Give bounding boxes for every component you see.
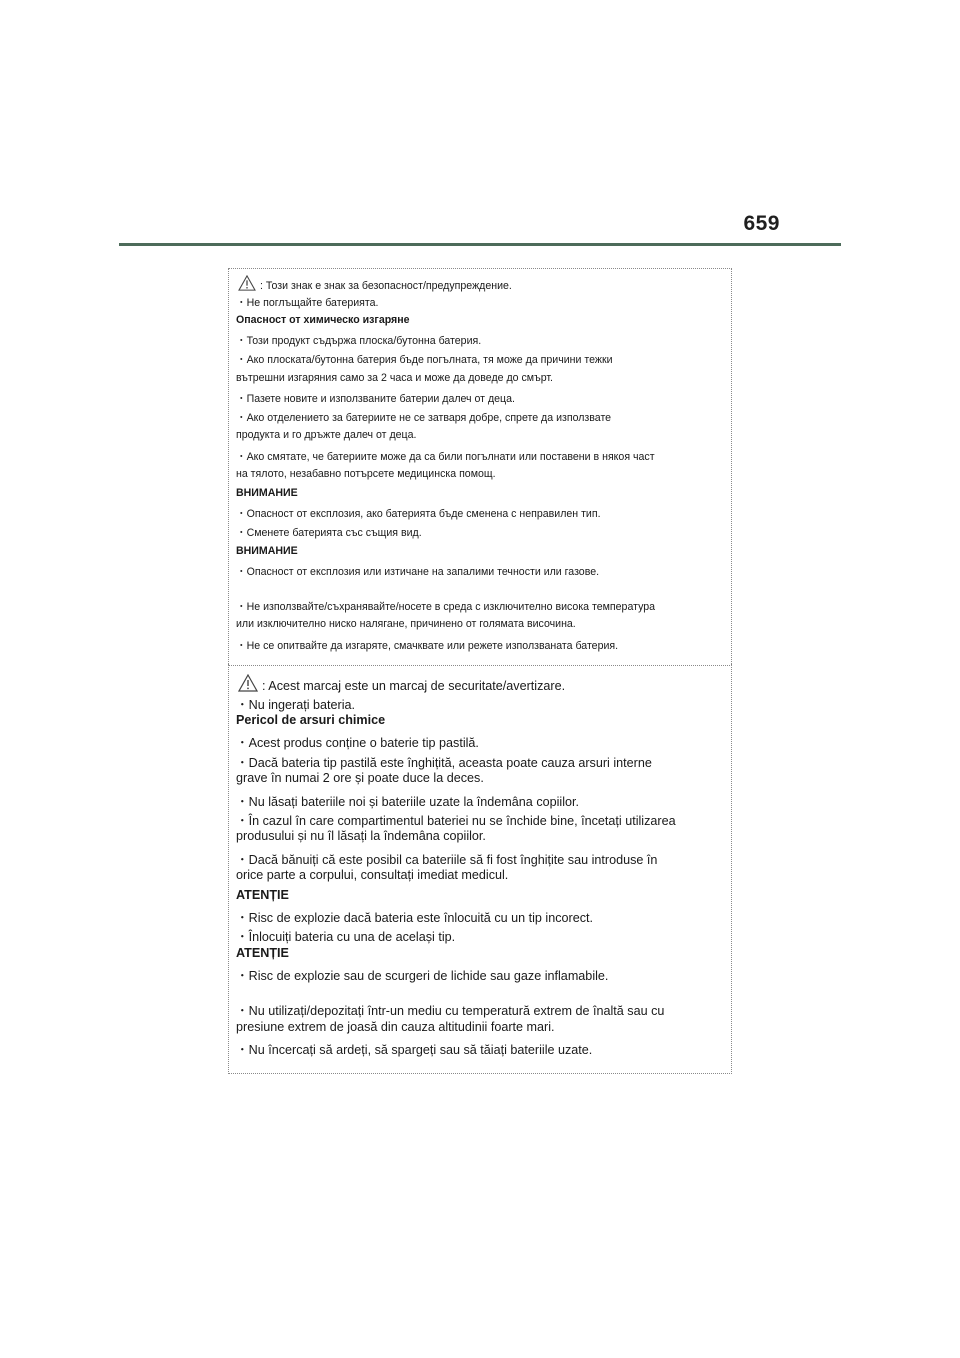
bulgarian-line	[236, 410, 611, 425]
warning-triangle-icon	[238, 275, 256, 294]
romanian-line-text: ・Înlocuiți bateria cu una de același tip.	[236, 930, 456, 944]
bulgarian-line	[236, 449, 655, 464]
romanian-line	[236, 946, 289, 960]
romanian-line	[236, 965, 608, 984]
romanian-line-text: : Acest marcaj este un marcaj de securitate/avertizare.	[262, 679, 566, 693]
romanian-line-text: ・Nu utilizați/depozitați într-un mediu cu temperatură extrem de înaltă sau cu	[236, 1004, 665, 1018]
romanian-line	[236, 674, 565, 695]
bulgarian-line	[236, 506, 601, 521]
header-rule	[119, 243, 841, 246]
bulgarian-line-text: : Този знак е знак за безопасност/предупреждение.	[260, 280, 512, 292]
bulgarian-line	[236, 468, 496, 480]
page-number: 659	[743, 212, 780, 235]
romanian-line	[236, 694, 355, 713]
bulgarian-line-text: или изключително ниско налягане, причинено от голямата височина.	[236, 618, 576, 630]
romanian-line-text: ・Risc de explozie sau de scurgeri de lichide sau gaze inflamabile.	[236, 969, 609, 983]
bulgarian-line-text: вътрешни изгаряния само за 2 часа и може да доведе до смърт.	[236, 372, 553, 384]
romanian-line	[236, 1039, 592, 1058]
bulgarian-line-text: ВНИМАНИЕ	[236, 487, 298, 499]
romanian-line-text: Pericol de arsuri chimice	[236, 713, 386, 727]
bulgarian-line-text: ВНИМАНИЕ	[236, 545, 298, 557]
romanian-line-text: orice parte a corpului, consultați imediat medicul.	[236, 868, 509, 882]
bulgarian-line	[236, 545, 298, 557]
bulgarian-line-text: ・Опасност от експлозия, ако батерията бъде сменена с неправилен тип.	[236, 508, 601, 520]
bulgarian-line-text: ・Не се опитвайте да изгаряте, смачквате или режете използваната батерия.	[236, 640, 619, 652]
romanian-line	[236, 907, 593, 926]
bulgarian-line-text: ・Ако отделението за батериите не се затваря добре, спрете да използвате	[236, 412, 612, 424]
romanian-line	[236, 771, 484, 785]
bulgarian-line	[236, 487, 298, 499]
bulgarian-line-text: Опасност от химическо изгаряне	[236, 314, 410, 326]
romanian-line	[236, 868, 508, 882]
bulgarian-line	[236, 564, 599, 579]
warning-triangle-icon	[238, 674, 258, 695]
bulgarian-line-text: на тялото, незабавно потърсете медицинска помощ.	[236, 468, 496, 480]
romanian-line	[236, 888, 289, 902]
bulgarian-line	[236, 314, 410, 326]
bulgarian-line	[236, 391, 515, 406]
romanian-line	[236, 926, 455, 945]
bulgarian-line	[236, 295, 378, 310]
bulgarian-line-text: ・Ако смятате, че батериите може да са били погълнати или поставени в някоя част	[236, 451, 655, 463]
romanian-line-text: ・Nu încercați să ardeți, să spargeți sau să tăiați bateriile uzate.	[236, 1043, 593, 1057]
romanian-line-text: ・Nu lăsați bateriile noi și bateriile uzate la îndemâna copiilor.	[236, 795, 580, 809]
romanian-line-text: ・Nu ingerați bateria.	[236, 698, 356, 712]
bulgarian-line	[236, 275, 512, 294]
bulgarian-line	[236, 599, 655, 614]
bulgarian-line-text: продукта и го дръжте далеч от деца.	[236, 429, 417, 441]
romanian-line	[236, 849, 657, 868]
bulgarian-line	[236, 352, 613, 367]
bulgarian-line-text: ・Този продукт съдържа плоска/бутонна батерия.	[236, 335, 482, 347]
bulgarian-line	[236, 638, 618, 653]
romanian-line-text: presiune extrem de joasă din cauza altitudinii foarte mari.	[236, 1020, 555, 1034]
romanian-line-text: ・Dacă bănuiți că este posibil ca bateriile să fi fost înghițite sau introduse în	[236, 853, 658, 867]
romanian-line	[236, 829, 486, 843]
romanian-line-text: ・Dacă bateria tip pastilă este înghițită, aceasta poate cauza arsuri interne	[236, 756, 652, 770]
bulgarian-line	[236, 372, 553, 384]
romanian-line	[236, 810, 676, 829]
bulgarian-line	[236, 618, 576, 630]
romanian-line-text: ATENȚIE	[236, 946, 289, 960]
romanian-line-text: produsului și nu îl lăsați la îndemâna copiilor.	[236, 829, 486, 843]
bulgarian-line-text: ・Опасност от експлозия или изтичане на запалими течности или газове.	[236, 566, 600, 578]
romanian-line	[236, 791, 579, 810]
bulgarian-line-text: ・Не използвайте/съхранявайте/носете в среда с изключително висока температура	[236, 601, 656, 613]
bulgarian-line-text: ・Сменете батерията със същия вид.	[236, 527, 422, 539]
bulgarian-line	[236, 429, 416, 441]
bulgarian-line-text: ・Не поглъщайте батерията.	[236, 297, 379, 309]
romanian-line-text: ATENȚIE	[236, 888, 289, 902]
romanian-line-text: ・Acest produs conține o baterie tip pastilă.	[236, 736, 479, 750]
bulgarian-line	[236, 333, 481, 348]
romanian-line-text: ・Risc de explozie dacă bateria este înlocuită cu un tip incorect.	[236, 911, 594, 925]
romanian-line	[236, 713, 385, 727]
romanian-line-text: ・În cazul în care compartimentul bateriei nu se închide bine, încetați utilizarea	[236, 814, 676, 828]
bulgarian-line-text: ・Пазете новите и използваните батерии далеч от деца.	[236, 393, 515, 405]
romanian-line	[236, 732, 479, 751]
bulgarian-line	[236, 525, 422, 540]
bulgarian-line-text: ・Ако плоската/бутонна батерия бъде погълната, тя може да причини тежки	[236, 354, 613, 366]
romanian-line-text: grave în numai 2 ore și poate duce la deces.	[236, 771, 484, 785]
romanian-line	[236, 1000, 664, 1019]
romanian-line	[236, 1020, 555, 1034]
romanian-line	[236, 752, 652, 771]
